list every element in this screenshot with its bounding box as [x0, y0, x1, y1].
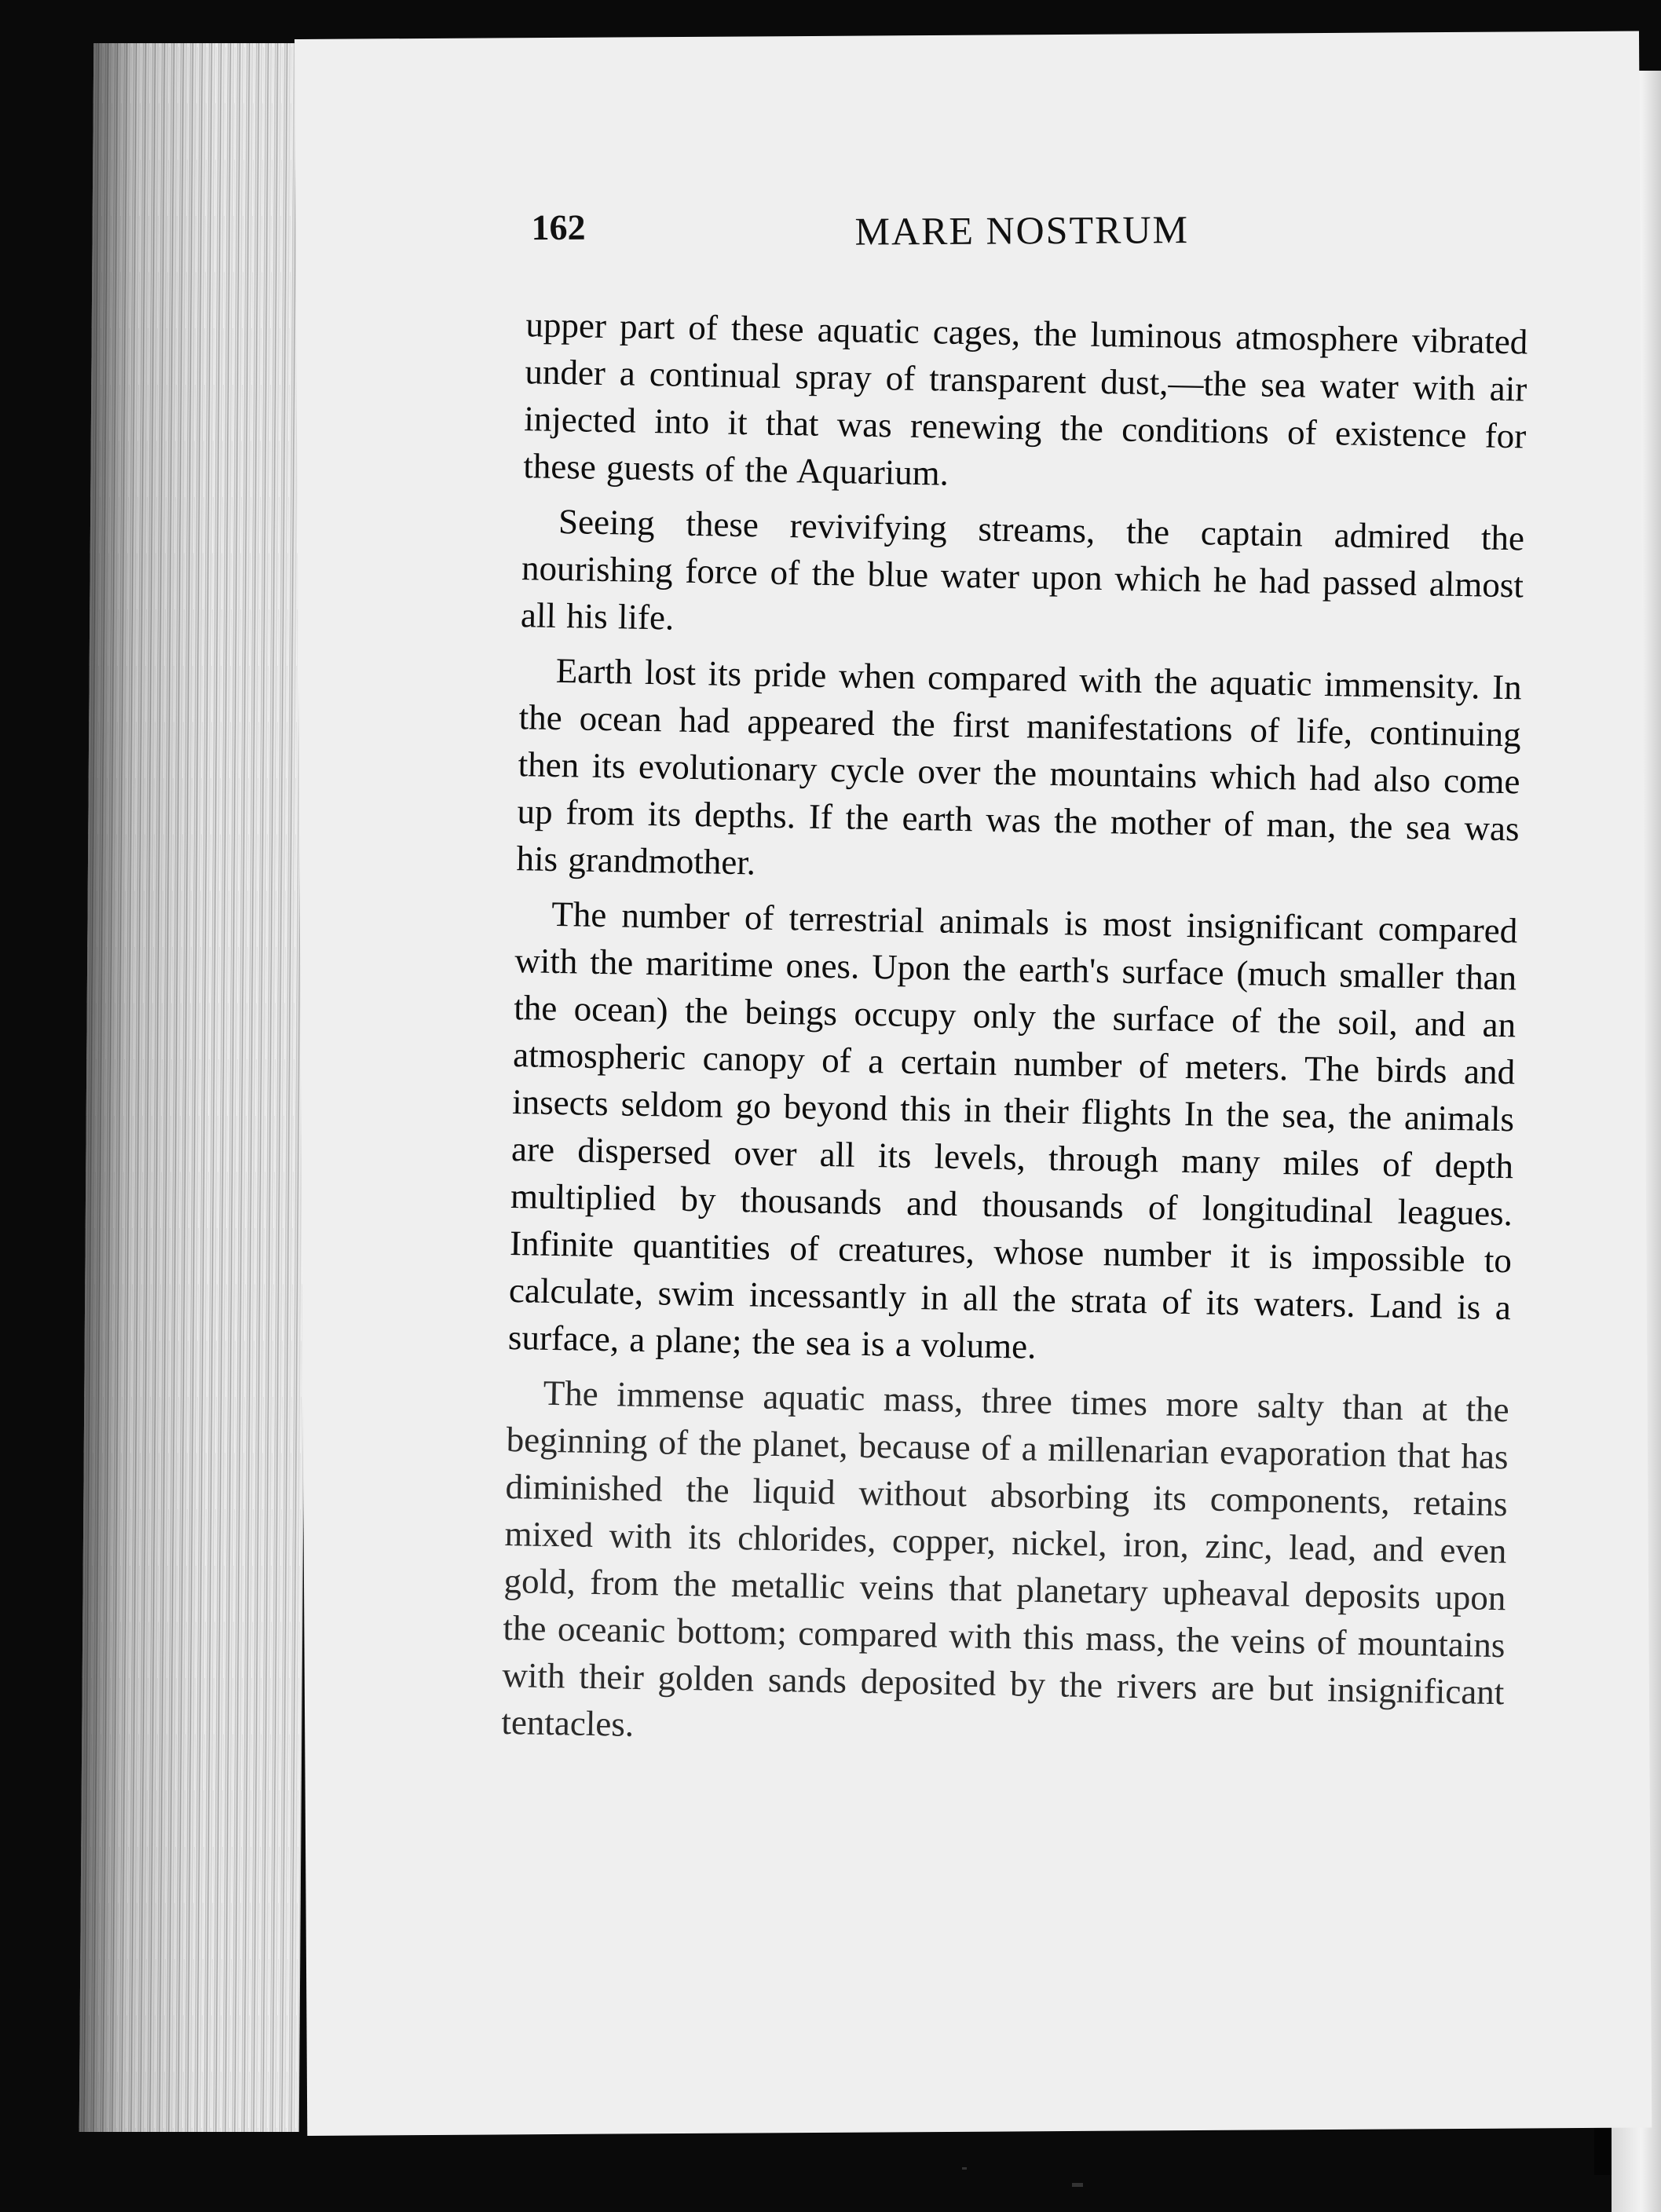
paragraph-4: The number of terrestrial animals is most insignificant compared with the maritime ones. Upon the earth's surface (much smaller than the ocean) the beings occupy only the surface of the soil, and an atmospheric canopy of a certain number of meters. The birds and insects seldom go beyond this in their flights In the sea, the animals are dispersed over all its levels, through many miles of depth multiplied by thousands and thousands of longitudinal leagues. Infinite quantities of creatures, whose number it is impossible to calculate, swim incessantly in all the strata of its waters. Land is a surface, a plane; the sea is a volume. [507, 894, 1518, 1366]
page-edges [79, 43, 314, 2132]
paragraph-1: upper part of these aquatic cages, the luminous atmosphere vibrated under a continual spray of transparent dust,—the sea water with air injected into it that was renewing the conditions of existence for these guests of the Aquarium. [522, 305, 1528, 493]
page [295, 31, 1652, 2136]
page-number: 162 [531, 207, 586, 248]
paragraph-5: The immense aquatic mass, three times more salty than at the beginning of the planet, because of a millenarian evaporation that has diminished the liquid without absorbing its components, retains mixed with its chlorides, copper, nickel, iron, zinc, lead, and even gold, from the metallic veins that planetary upheaval deposits upon the oceanic bottom; compared with this mass, the veins of mountains with their golden sands deposited by the rivers are but insignificant tentacles. [501, 1373, 1510, 1744]
paragraph-2: Seeing these revivifying streams, the captain admired the nourishing force of the blue water upon which he had passed almost all his life. [520, 501, 1525, 638]
scan-speck [962, 2167, 967, 2170]
page-title: MARE NOSTRUM [854, 207, 1190, 254]
paragraph-3: Earth lost its pride when compared with the aquatic immensity. In the ocean had appeared the first manifestations of life, continuing then its evolutionary cycle over the mountains which had also come up from its depths. If the earth was the mother of man, the sea was his grandmother. [516, 650, 1523, 883]
body-text [501, 301, 1528, 1771]
running-head [531, 177, 1553, 254]
scan-speck [1072, 2183, 1083, 2187]
